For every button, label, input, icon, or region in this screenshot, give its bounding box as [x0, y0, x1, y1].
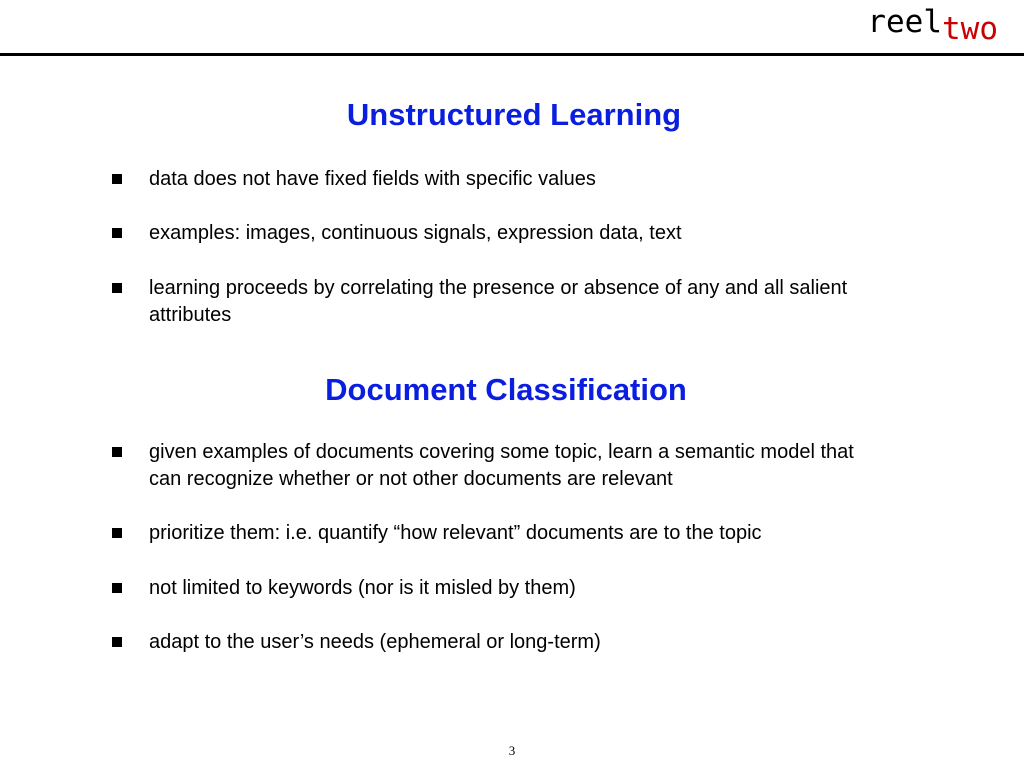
- list-item-text: prioritize them: i.e. quantify “how relevant” documents are to the topic: [149, 522, 762, 544]
- square-bullet-icon: [112, 637, 122, 647]
- list-item-text: examples: images, continuous signals, expression data, text: [149, 222, 682, 244]
- square-bullet-icon: [112, 174, 122, 184]
- header-divider: [0, 53, 1024, 56]
- square-bullet-icon: [112, 228, 122, 238]
- list-item-text: learning proceeds by correlating the presence or absence of any and all salient attributes: [149, 277, 848, 326]
- logo-text-reel: reel: [867, 4, 942, 40]
- square-bullet-icon: [112, 583, 122, 593]
- logo-text-two: two: [942, 11, 998, 47]
- section-title-document-classification: Document Classification: [325, 372, 687, 407]
- square-bullet-icon: [112, 283, 122, 293]
- square-bullet-icon: [112, 528, 122, 538]
- list-item-text: not limited to keywords (nor is it misled by them): [149, 577, 576, 599]
- page-number: 3: [508, 743, 516, 758]
- section-title-unstructured-learning: Unstructured Learning: [346, 97, 682, 132]
- reeltwo-logo: [867, 2, 998, 47]
- list-item-text: given examples of documents covering some topic, learn a semantic model that can recognize whether or not other documents are relevant: [149, 441, 854, 490]
- square-bullet-icon: [112, 447, 122, 457]
- list-item-text: adapt to the user’s needs (ephemeral or long-term): [149, 631, 601, 653]
- list-item-text: data does not have fixed fields with specific values: [149, 168, 596, 190]
